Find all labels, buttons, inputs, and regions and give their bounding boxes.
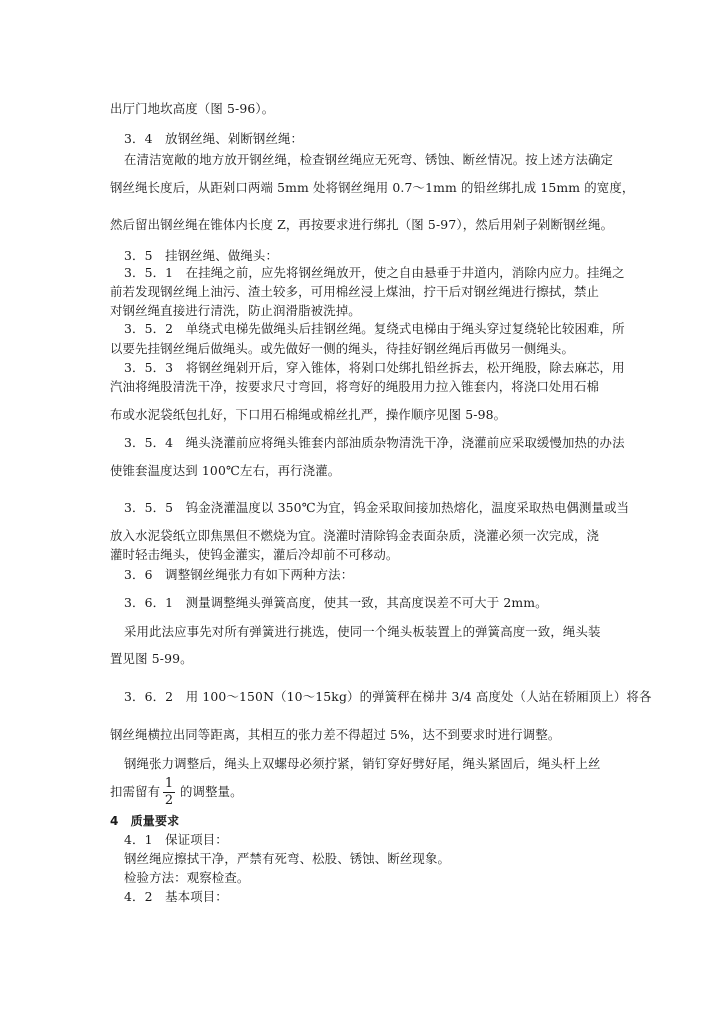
text-line-24: 3．6．2 用 100～150N（10～15kg）的弹簧秤在梯井 3/4 高度处（人站在轿厢顶上）将各 bbox=[124, 689, 652, 704]
text-line-22: 采用此法应事先对所有弹簧进行挑选，使同一个绳头板装置上的弹簧高度一致，绳头装 bbox=[124, 624, 601, 639]
fraction-numerator: 1 bbox=[164, 776, 174, 791]
section-heading-4-1: 4．1 保证项目： bbox=[124, 832, 228, 847]
fraction-denominator: 2 bbox=[164, 793, 174, 808]
text-line-11: 以要先挂钢丝绳后做绳头。或先做好一侧的绳头，待挂好钢丝绳后再做另一侧绳头。 bbox=[110, 341, 575, 356]
section-heading-3-5: 3．5 挂钢丝绳、做绳头： bbox=[124, 248, 279, 263]
text-line-16: 使锥套温度达到 100℃左右，再行浇灌。 bbox=[110, 463, 341, 478]
text-line-23: 置见图 5-99。 bbox=[110, 651, 193, 666]
text-line-4: 钢丝绳长度后，从距剁口两端 5mm 处将钢丝绳用 0.7～1mm 的铅丝绑扎成 15mm 的宽度， bbox=[110, 180, 635, 195]
text-line-21: 3．6．1 测量调整绳头弹簧高度，使其一致，其高度误差不可大于 2mm。 bbox=[124, 595, 548, 610]
text-line-13: 汽油将绳股清洗干净，按要求尺寸弯回，将弯好的绳股用力拉入锥套内，将浇口处用石棉 bbox=[110, 379, 600, 394]
text-line-3: 在清洁宽敞的地方放开钢丝绳，检查钢丝绳应无死弯、锈蚀、断丝情况。按上述方法确定 bbox=[124, 152, 614, 167]
text-line-26: 钢绳张力调整后，绳头上双螺母必须拧紧，销钉穿好劈好尾，绳头紧固后，绳头杆上丝 bbox=[124, 756, 601, 771]
text-line-7: 3．5．1 在挂绳之前，应先将钢丝绳放开，使之自由悬垂于井道内，消除内应力。挂绳之 bbox=[124, 265, 625, 280]
text-line-18: 放入水泥袋纸立即焦黑但不燃烧为宜。浇灌时清除钨金表面杂质，浇灌必须一次完成，浇 bbox=[110, 528, 600, 543]
text-line-14: 布或水泥袋纸包扎好，下口用石棉绳或棉丝扎严，操作顺序见图 5-98。 bbox=[110, 407, 507, 422]
text-line-31: 钢丝绳应擦拭干净，严禁有死弯、松股、锈蚀、断丝现象。 bbox=[124, 851, 451, 866]
text-line-12: 3．5．3 将钢丝绳剁开后，穿入锥体，将剁口处绑扎铅丝拆去，松开绳股，除去麻芯，用 bbox=[124, 360, 625, 375]
text-line-9: 对钢丝绳直接进行清洗，防止润滑脂被洗掉。 bbox=[110, 303, 361, 318]
text-line-27a: 扣需留有 bbox=[110, 784, 161, 799]
text-line-25: 钢丝绳横拉出同等距离，其相互的张力差不得超过 5%，达不到要求时进行调整。 bbox=[110, 727, 561, 742]
text-line-19: 灌时轻击绳头，使钨金灌实，灌后冷却前不可移动。 bbox=[110, 547, 399, 562]
text-line-5: 然后留出钢丝绳在锥体内长度 Z，再按要求进行绑扎（图 5-97），然后用剁子剁断钢丝绳。 bbox=[110, 217, 614, 232]
text-line-15: 3．5．4 绳头浇灌前应将绳头锥套内部油质杂物清洗干净，浇灌前应采取缓慢加热的办法 bbox=[124, 435, 625, 450]
text-line-27b: 的调整量。 bbox=[180, 784, 243, 799]
section-heading-4: 4 质量要求 bbox=[110, 814, 180, 828]
section-heading-3-4: 3．4 放钢丝绳、剁断钢丝绳： bbox=[124, 131, 304, 146]
text-line-32: 检验方法：观察检查。 bbox=[124, 870, 250, 885]
text-line-1: 出厅门地坎高度（图 5-96）。 bbox=[110, 101, 275, 116]
text-line-17: 3．5．5 钨金浇灌温度以 350℃为宜，钨金采取间接加热熔化，温度采取热电偶测量或当 bbox=[124, 500, 630, 515]
fraction-one-half bbox=[162, 777, 176, 808]
text-line-10: 3．5．2 单绕式电梯先做绳头后挂钢丝绳。复绕式电梯由于绳头穿过复绕轮比较困难，所 bbox=[124, 321, 625, 336]
text-line-8: 前若发现钢丝绳上油污、渣土较多，可用棉丝浸上煤油，拧干后对钢丝绳进行擦拭，禁止 bbox=[110, 284, 600, 299]
section-heading-4-2: 4．2 基本项目： bbox=[124, 889, 228, 904]
section-heading-3-6: 3．6 调整钢丝绳张力有如下两种方法： bbox=[124, 567, 354, 582]
